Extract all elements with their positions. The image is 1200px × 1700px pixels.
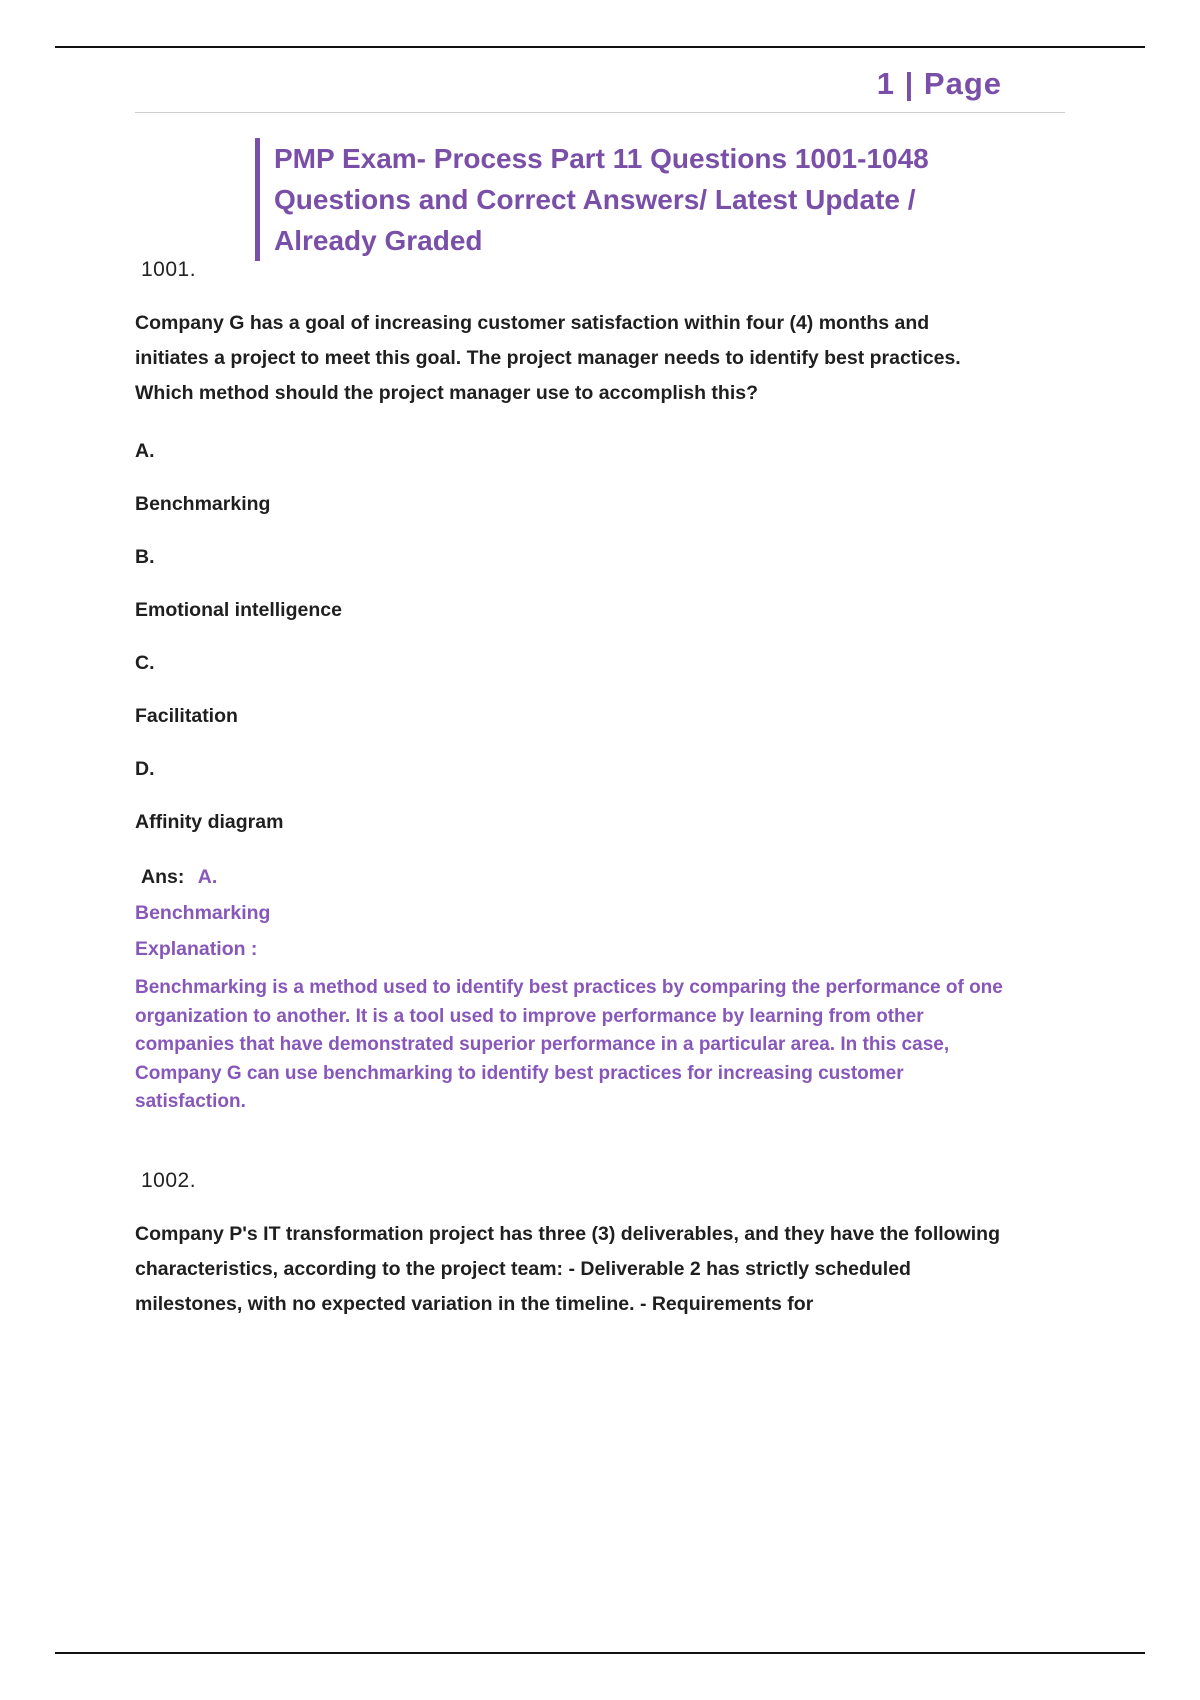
option-text: Facilitation <box>135 705 238 727</box>
option-letter: D. <box>135 758 155 780</box>
answer-line <box>141 865 1003 890</box>
option-text: Emotional intelligence <box>135 599 342 621</box>
option-text: Benchmarking <box>135 493 271 515</box>
option-letter: B. <box>135 546 155 568</box>
page-number-label: 1 | Page <box>876 66 1002 101</box>
top-rule <box>55 46 1145 48</box>
explanation-text: Benchmarking is a method used to identify best practices by comparing the performance of one organization to another. It is a tool used to improve performance by learning from other companies that have demonstrated superior performance in a particular area. In this case, Company G can use benchmarking to identify best practices for increasing customer satisfaction. <box>135 977 1003 1112</box>
option-letter: C. <box>135 652 155 674</box>
bottom-rule <box>55 1652 1145 1654</box>
page-content <box>135 258 1003 1322</box>
document-title: PMP Exam- Process Part 11 Questions 1001-1048 Questions and Correct Answers/ Latest Update / Already Graded <box>255 138 984 261</box>
question-number: 1001. <box>141 258 197 281</box>
answer-letter: A. <box>197 866 218 888</box>
question-number: 1002. <box>141 1168 197 1192</box>
explanation-label: Explanation : <box>135 938 258 960</box>
option-text: Affinity diagram <box>135 811 284 833</box>
question-text: Company G has a goal of increasing customer satisfaction within four (4) months and initiates a project to meet this goal. The project manager needs to identify best practices. Which method should the project manager use to accomplish this? <box>135 312 961 404</box>
header-divider <box>135 112 1065 113</box>
question-text: Company P's IT transformation project has three (3) deliverables, and they have the following characteristics, according to the project team: - Deliverable 2 has strictly scheduled milestones, with no expected variation in the timeline. - Requirements for <box>135 1222 1000 1315</box>
answer-label: Ans: <box>141 866 185 888</box>
answer-text: Benchmarking <box>135 902 271 924</box>
option-letter: A. <box>135 440 155 462</box>
